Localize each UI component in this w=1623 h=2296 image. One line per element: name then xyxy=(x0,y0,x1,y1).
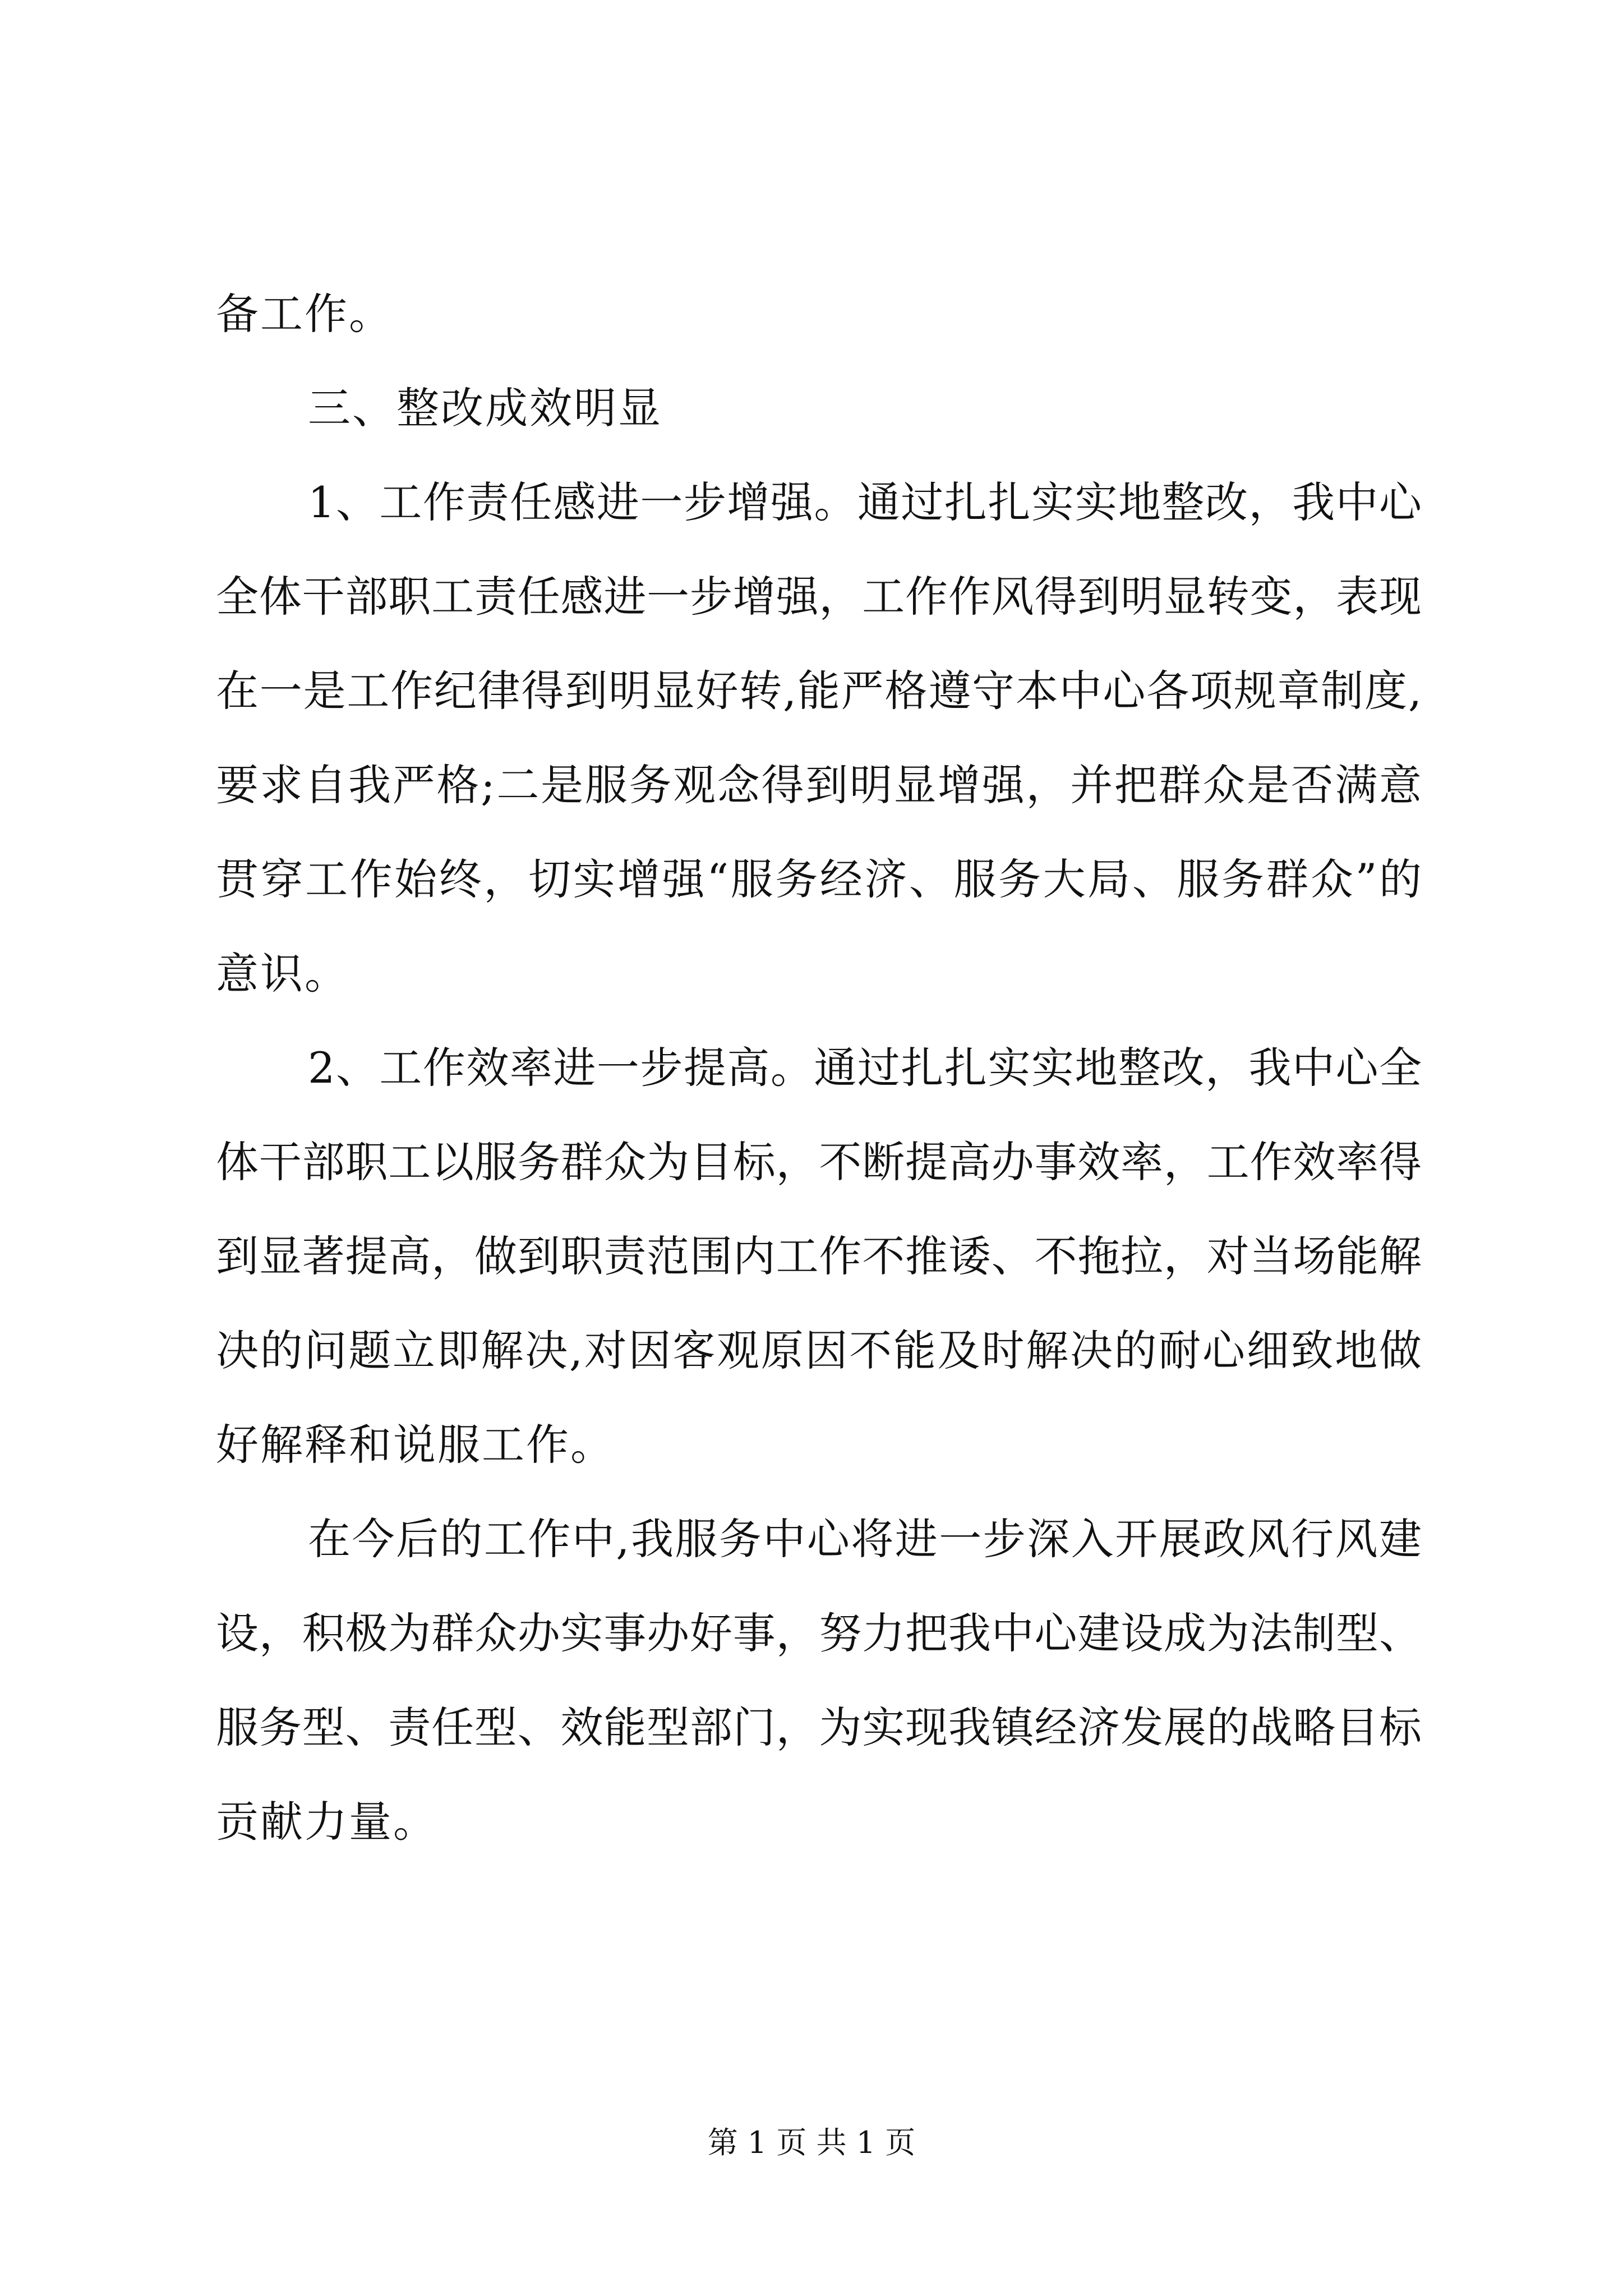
paragraph-line: 设，积极为群众办实事办好事，努力把我中心建设成为法制型、 xyxy=(216,1608,1422,1658)
paragraph-line: 要求自我严格;二是服务观念得到明显增强，并把群众是否满意 xyxy=(216,760,1422,810)
paragraph-line: 体干部职工以服务群众为目标，不断提高办事效率，工作效率得 xyxy=(216,1137,1422,1187)
paragraph-line: 意识。 xyxy=(216,949,349,999)
paragraph-line: 1、工作责任感进一步增强。通过扎扎实实地整改，我中心 xyxy=(308,477,1422,527)
paragraph-line: 在今后的工作中,我服务中心将进一步深入开展政风行风建 xyxy=(308,1514,1422,1564)
paragraph-line: 好解释和说服工作。 xyxy=(216,1420,615,1470)
paragraph-line: 2、工作效率进一步提高。通过扎扎实实地整改，我中心全 xyxy=(308,1043,1422,1093)
paragraph-line: 贯穿工作始终，切实增强“服务经济、服务大局、服务群众”的 xyxy=(216,854,1422,904)
paragraph-line: 服务型、责任型、效能型部门，为实现我镇经济发展的战略目标 xyxy=(216,1703,1422,1752)
paragraph-line: 到显著提高，做到职责范围内工作不推诿、不拖拉，对当场能解 xyxy=(216,1231,1422,1281)
page-footer: 第 1 页 共 1 页 xyxy=(707,2125,916,2160)
paragraph-line: 决的问题立即解决,对因客观原因不能及时解决的耐心细致地做 xyxy=(216,1326,1422,1375)
paragraph-line: 贡献力量。 xyxy=(216,1797,437,1847)
section-heading: 三、整改成效明显 xyxy=(308,383,662,433)
paragraph-line: 备工作。 xyxy=(216,289,393,339)
paragraph-line: 在一是工作纪律得到明显好转,能严格遵守本中心各项规章制度, xyxy=(216,666,1422,716)
document-body xyxy=(216,289,1422,1894)
paragraph-line: 全体干部职工责任感进一步增强，工作作风得到明显转变，表现 xyxy=(216,572,1422,622)
